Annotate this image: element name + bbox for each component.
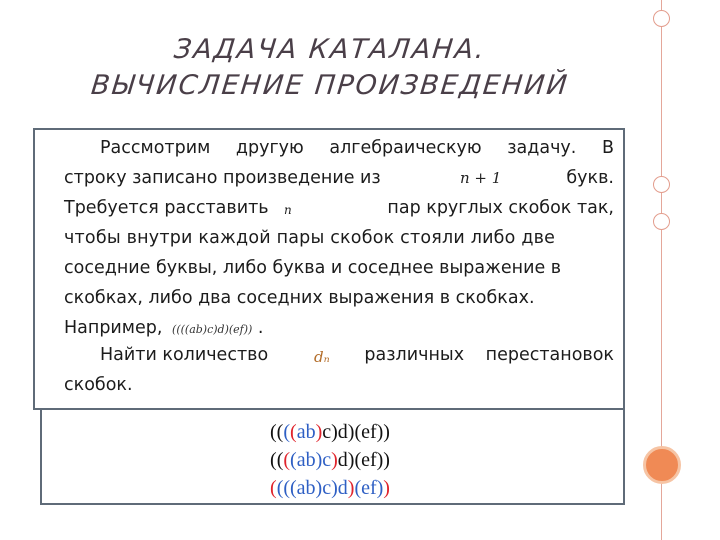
example-expression-2: ((((ab)c)d)(ef))	[270, 449, 390, 471]
text-line: Рассмотрим другую алгебраическую задачу. В	[100, 138, 614, 158]
text-line: соседние буквы, либо буква и соседнее выражение в	[64, 258, 562, 278]
text-line: Например, ((((ab)c)d)(ef)) .	[64, 318, 264, 338]
text-line: чтобы внутри каждой пары скобок стояли либо две	[64, 228, 556, 248]
formula-dn: dₙ	[314, 348, 330, 366]
text-line: Найти количество dₙ различных перестановок	[64, 340, 614, 370]
example-expression-3: ((((ab)c)d)(ef))	[270, 477, 390, 499]
question-text	[64, 340, 614, 400]
text-line: строку записано произведение из n + 1 букв.	[64, 163, 614, 193]
text-line: скобках, либо два соседних выражения в скобках.	[64, 288, 535, 308]
formula-n-plus-1: n + 1	[460, 169, 502, 187]
text-line: Требуется расставить n пар круглых скобок так,	[64, 193, 614, 223]
circle-marker-icon	[653, 213, 670, 230]
problem-text	[64, 133, 614, 343]
slide-title-line2: ВЫЧИСЛЕНИЕ ПРОИЗВЕДЕНИЙ	[89, 70, 571, 101]
circle-marker-icon	[653, 176, 670, 193]
example-expression-1: ((((ab)c)d)(ef))	[270, 421, 390, 443]
slide-title-line1: ЗАДАЧА КАТАЛАНА.	[172, 34, 488, 65]
formula-n: n	[284, 203, 292, 217]
formula-example: ((((ab)c)d)(ef))	[172, 323, 253, 336]
circle-marker-icon	[653, 10, 670, 27]
text-line: скобок.	[64, 375, 133, 395]
